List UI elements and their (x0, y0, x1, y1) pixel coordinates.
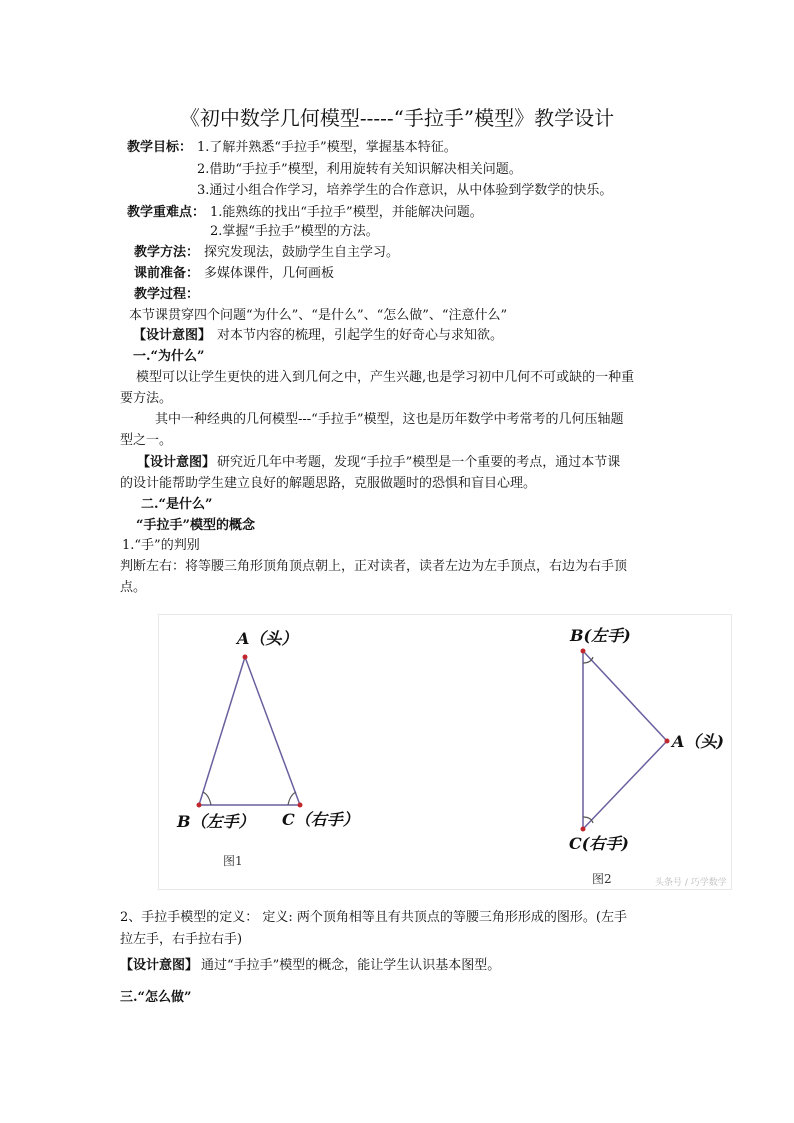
definition-line1: 2、手拉手模型的定义： 定义: 两个顶角相等且有共顶点的等腰三角形形成的图形。(左手 (120, 910, 627, 925)
fig2-point-b (581, 649, 586, 654)
fig1-label-c: C（右手） (282, 810, 359, 829)
fig1-angle-b-mark (203, 792, 211, 805)
section-3-heading: 三.“怎么做” (120, 990, 192, 1005)
goal-label: 教学目标： (127, 140, 193, 155)
prep-label: 课前准备： (134, 266, 200, 281)
fig1-point-b (197, 803, 202, 808)
key-label: 教学重难点： (127, 205, 206, 220)
figure-2 (569, 626, 724, 886)
judge-text-line2: 点。 (120, 580, 147, 595)
fig1-caption: 图1 (223, 854, 243, 868)
section-2-subheading: “手拉手”模型的概念 (136, 518, 255, 533)
document-title: 《初中数学几何模型-----“手拉手”模型》教学设计 (179, 106, 615, 130)
goal-item-2: 2.借助“手拉手”模型，利用旋转有关知识解决相关问题。 (197, 162, 522, 177)
intent-text-3: 通过“手拉手”模型的概念，能让学生认识基本图型。 (201, 958, 501, 973)
fig1-label-b: B（左手） (177, 812, 255, 831)
fig2-label-c: C(右手) (569, 834, 629, 853)
section-2-item-1: 1.“手”的判别 (122, 538, 200, 553)
method-text: 探究发现法，鼓励学生自主学习。 (204, 245, 400, 260)
fig2-angle-c-mark (583, 817, 593, 823)
fig2-angle-b-mark (583, 657, 593, 663)
fig1-label-a: A（头） (237, 629, 298, 648)
intro-text: 本节课贯穿四个问题“为什么”、“是什么”、“怎么做”、“注意什么” (129, 308, 508, 323)
fig2-label-b: B(左手) (570, 626, 631, 645)
fig2-point-c (581, 827, 586, 832)
fig1-point-a (243, 655, 248, 660)
fig2-side-ba (583, 651, 667, 741)
section-2-heading: 二.“是什么” (141, 497, 213, 512)
method-label: 教学方法： (134, 245, 200, 260)
intent-label-2: 【设计意图】 (137, 455, 216, 470)
key-item-1: 1.能熟练的找出“手拉手”模型，并能解决问题。 (210, 205, 483, 220)
fig1-side-ab (199, 657, 245, 805)
s1-para1-line2: 要方法。 (120, 391, 173, 406)
section-1-heading: 一.“为什么” (133, 349, 205, 364)
goal-item-1: 1.了解并熟悉“手拉手”模型，掌握基本特征。 (197, 140, 457, 155)
key-item-2: 2.掌握“手拉手”模型的方法。 (210, 224, 379, 239)
fig1-angle-c-mark (288, 792, 296, 805)
s1-para2-line2: 型之一。 (120, 433, 173, 448)
fig1-side-ac (245, 657, 300, 805)
fig2-label-a: A（头) (672, 732, 724, 751)
intent-text-2-line1: 研究近几年中考题，发现“手拉手”模型是一个重要的考点，通过本节课 (217, 455, 621, 470)
process-label: 教学过程： (134, 287, 200, 302)
fig1-point-c (298, 803, 303, 808)
s1-para2-line1: 其中一种经典的几何模型---“手拉手”模型，这也是历年数学中考常考的几何压轴题 (155, 412, 624, 427)
goal-item-3: 3.通过小组合作学习，培养学生的合作意识，从中体验到学数学的快乐。 (197, 183, 613, 198)
intent-label-3: 【设计意图】 (120, 958, 199, 973)
prep-text: 多媒体课件，几何画板 (204, 266, 335, 281)
intent-text-1: 对本节内容的梳理，引起学生的好奇心与求知欲。 (217, 328, 504, 343)
triangle-diagrams (159, 615, 733, 891)
intent-text-2-line2: 的设计能帮助学生建立良好的解题思路，克服做题时的恐惧和盲目心理。 (120, 476, 537, 491)
image-watermark: 头条号 / 巧学数学 (655, 878, 727, 888)
intent-label-1: 【设计意图】 (133, 328, 212, 343)
definition-line2: 拉左手，右手拉右手) (120, 932, 243, 947)
fig2-caption: 图2 (592, 872, 612, 886)
fig2-point-a (665, 739, 670, 744)
fig2-side-ca (583, 741, 667, 829)
figure-1 (176, 629, 359, 868)
s1-para1-line1: 模型可以让学生更快的进入到几何之中，产生兴趣,也是学习初中几何不可或缺的一种重 (136, 370, 635, 385)
judge-text-line1: 判断左右：将等腰三角形顶角顶点朝上，正对读者，读者左边为左手顶点，右边为右手顶 (120, 559, 628, 574)
triangle-figure (158, 614, 732, 890)
